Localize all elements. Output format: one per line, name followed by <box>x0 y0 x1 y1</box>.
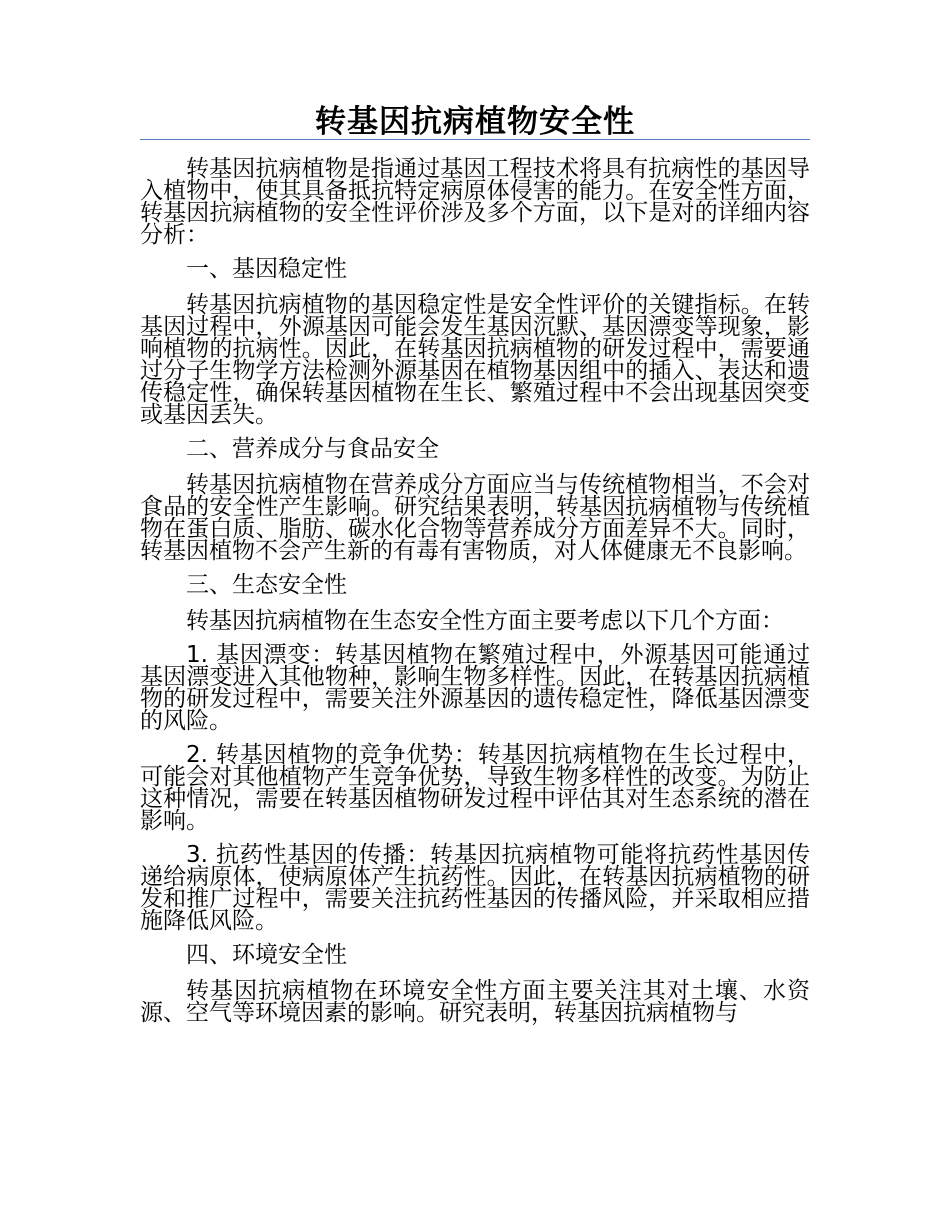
list-item-competitive-advantage: 2. 转基因植物的竞争优势：转基因抗病植物在生长过程中，可能会对其他植物产生竞争优势，导致生物多样性的改变。为防止这种情况，需要在转基因植物研发过程中评估其对生态系统的潜在影响。 <box>140 742 810 834</box>
section-heading-environmental-safety: 四、环境安全性 <box>186 942 347 968</box>
list-item-resistance-gene-spread: 3. 抗药性基因的传播：转基因抗病植物可能将抗药性基因传递给病原体，使病原体产生抗药性。因此，在转基因抗病植物的研发和推广过程中，需要关注抗药性基因的传播风险，并采取相应措施降低风险。 <box>140 842 810 934</box>
list-item-gene-drift: 1. 基因漂变：转基因植物在繁殖过程中，外源基因可能通过基因漂变进入其他物种，影响生物多样性。因此，在转基因抗病植物的研发过程中，需要关注外源基因的遗传稳定性，降低基因漂变的风险。 <box>140 642 810 734</box>
nutrition-paragraph: 转基因抗病植物在营养成分方面应当与传统植物相当，不会对食品的安全性产生影响。研究结果表明，转基因抗病植物与传统植物在蛋白质、脂肪、碳水化合物等营养成分方面差异不大。同时，转基因植物不会产生新的有毒有害物质，对人体健康无不良影响。 <box>140 472 810 564</box>
section-heading-gene-stability: 一、基因稳定性 <box>186 256 347 282</box>
document-title: 转基因抗病植物安全性 <box>315 104 635 140</box>
section-heading-ecological-safety: 三、生态安全性 <box>186 572 347 598</box>
intro-paragraph: 转基因抗病植物是指通过基因工程技术将具有抗病性的基因导入植物中，使其具备抵抗特定病原体侵害的能力。在安全性方面，转基因抗病植物的安全性评价涉及多个方面，以下是对的详细内容分析： <box>140 156 810 248</box>
ecological-intro-paragraph: 转基因抗病植物在生态安全性方面主要考虑以下几个方面： <box>186 608 784 634</box>
title-divider <box>140 139 810 140</box>
section-heading-nutrition-food-safety: 二、营养成分与食品安全 <box>186 436 439 462</box>
document-body <box>140 158 810 1036</box>
environmental-paragraph: 转基因抗病植物在环境安全性方面主要关注其对土壤、水资源、空气等环境因素的影响。研究表明，转基因抗病植物与 <box>140 978 810 1026</box>
gene-stability-paragraph: 转基因抗病植物的基因稳定性是安全性评价的关键指标。在转基因过程中，外源基因可能会发生基因沉默、基因漂变等现象，影响植物的抗病性。因此，在转基因抗病植物的研发过程中，需要通过分子生物学方法检测外源基因在植物基因组中的插入、表达和遗传稳定性，确保转基因植物在生长、繁殖过程中不会出现基因突变或基因丢失。 <box>140 292 810 428</box>
